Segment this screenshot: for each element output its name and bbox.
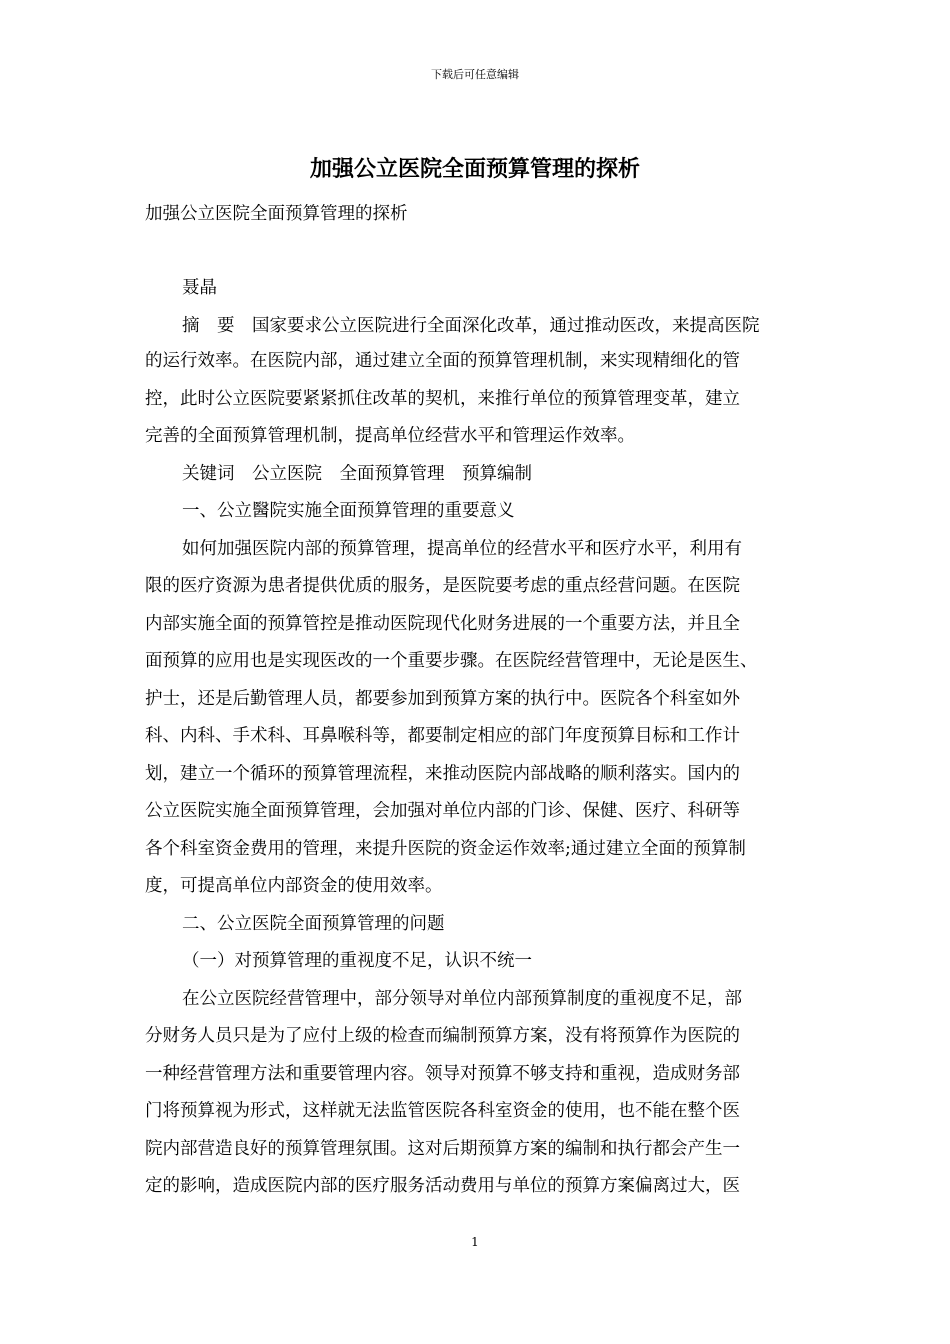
paragraph-line: 如何加强医院内部的预算管理，提高单位的经营水平和医疗水平，利用有 — [182, 539, 742, 559]
paragraph-line: 定的影响，造成医院内部的医疗服务活动费用与单位的预算方案偏离过大，医 — [145, 1176, 740, 1196]
paragraph-line: 各个科室资金费用的管理，来提升医院的资金运作效率;通过建立全面的预算制 — [145, 839, 746, 859]
paragraph-line: 公立医院实施全面预算管理，会加强对单位内部的门诊、保健、医疗、科研等 — [145, 801, 740, 821]
paragraph-line: 一种经营管理方法和重要管理内容。领导对预算不够支持和重视，造成财务部 — [145, 1064, 740, 1084]
subtitle: 加强公立医院全面预算管理的探析 — [145, 204, 408, 224]
paragraph-line: 内部实施全面的预算管控是推动医院现代化财务进展的一个重要方法，并且全 — [145, 614, 740, 634]
paragraph-line: 门将预算视为形式，这样就无法监管医院各科室资金的使用，也不能在整个医 — [145, 1101, 740, 1121]
paragraph-line: 度，可提高单位内部资金的使用效率。 — [145, 876, 443, 896]
abstract-line: 控，此时公立医院要紧紧抓住改革的契机，来推行单位的预算管理变革，建立 — [145, 389, 740, 409]
subsection-heading: （一）对预算管理的重视度不足，认识不统一 — [182, 951, 532, 971]
paragraph-line: 在公立医院经营管理中，部分领导对单位内部预算制度的重视度不足，部 — [182, 989, 742, 1009]
author: 聂晶 — [182, 278, 217, 298]
abstract-line: 摘 要 国家要求公立医院进行全面深化改革，通过推动医改，来提高医院 — [182, 316, 760, 336]
section-heading: 二、公立医院全面预算管理的问题 — [182, 914, 445, 934]
abstract-line: 的运行效率。在医院内部，通过建立全面的预算管理机制，来实现精细化的管 — [145, 351, 740, 371]
paragraph-line: 限的医疗资源为患者提供优质的服务，是医院要考虑的重点经营问题。在医院 — [145, 576, 740, 596]
paragraph-line: 分财务人员只是为了应付上级的检查而编制预算方案，没有将预算作为医院的 — [145, 1026, 740, 1046]
paragraph-line: 划，建立一个循环的预算管理流程，来推动医院内部战略的顺利落实。国内的 — [145, 764, 740, 784]
document-title: 加强公立医院全面预算管理的探析 — [309, 157, 640, 182]
paragraph-line: 护士，还是后勤管理人员，都要参加到预算方案的执行中。医院各个科室如外 — [145, 689, 740, 709]
paragraph-line: 科、内科、手术科、耳鼻喉科等，都要制定相应的部门年度预算目标和工作计 — [145, 726, 740, 746]
header-note: 下载后可任意编辑 — [431, 68, 519, 81]
page-number: 1 — [471, 1235, 479, 1249]
abstract-line: 完善的全面预算管理机制，提高单位经营水平和管理运作效率。 — [145, 426, 635, 446]
keywords: 关键词 公立医院 全面预算管理 预算编制 — [182, 464, 532, 484]
section-heading: 一、公立醫院实施全面预算管理的重要意义 — [182, 501, 515, 521]
paragraph-line: 院内部营造良好的预算管理氛围。这对后期预算方案的编制和执行都会产生一 — [145, 1139, 740, 1159]
paragraph-line: 面预算的应用也是实现医改的一个重要步骤。在医院经营管理中，无论是医生、 — [145, 651, 758, 671]
